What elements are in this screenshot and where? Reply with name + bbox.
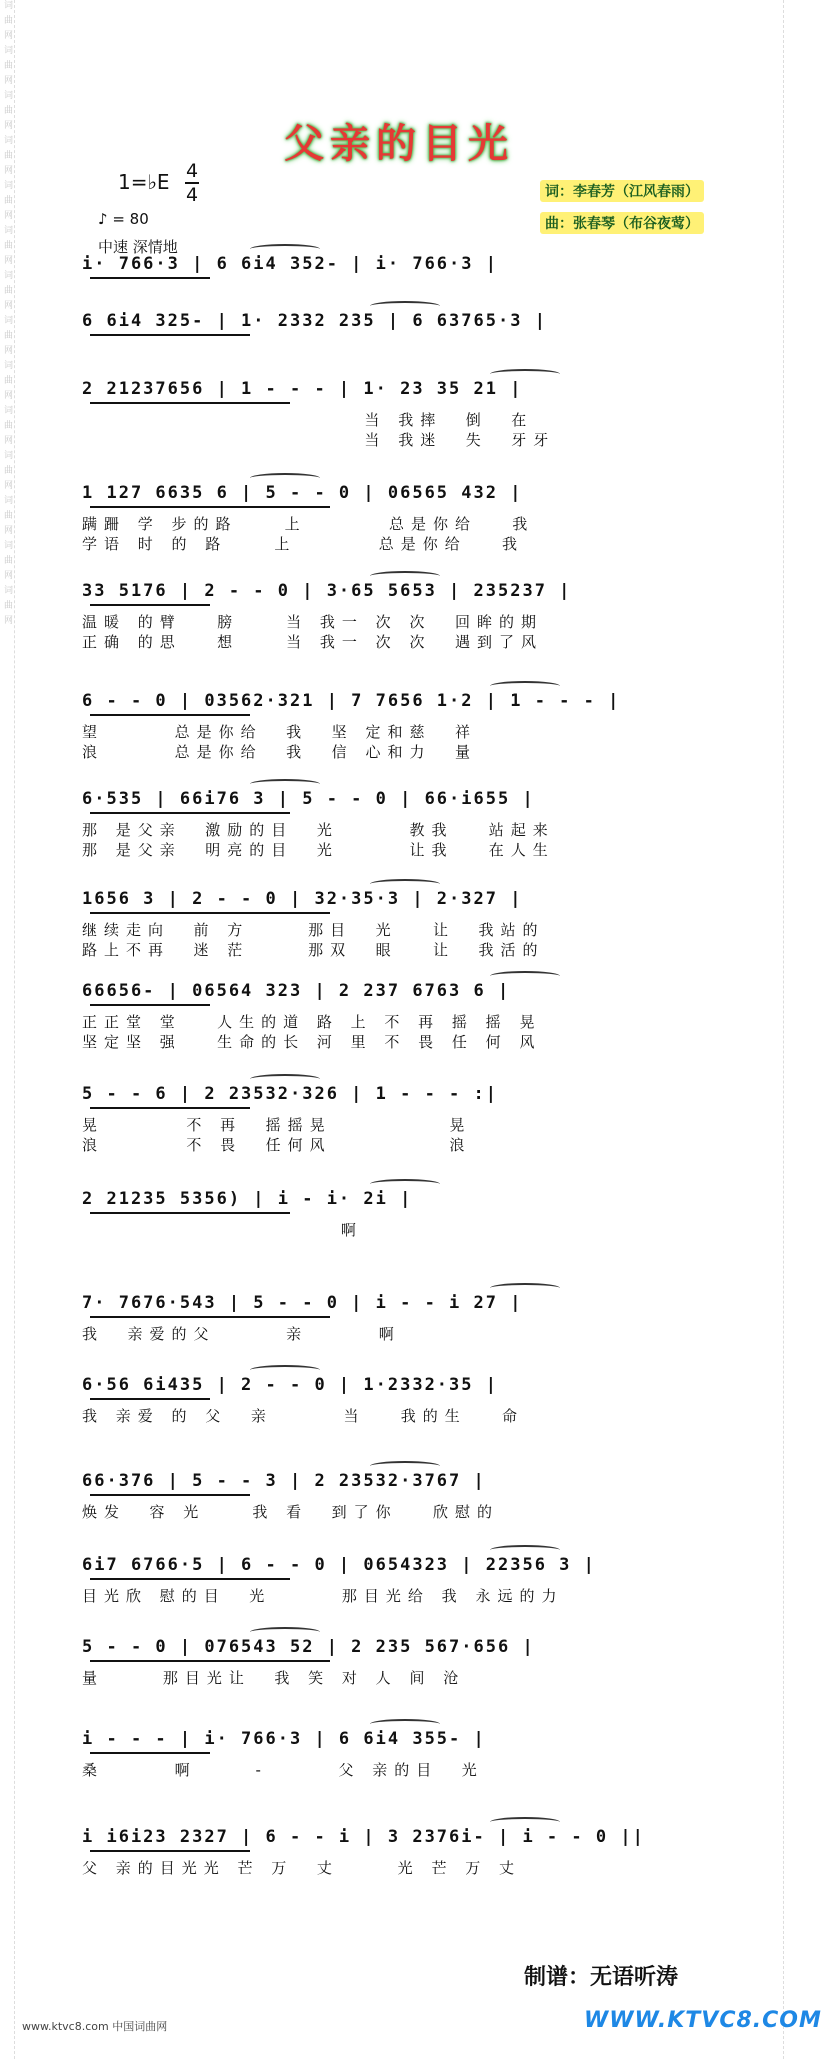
lyric-line: 那 是父亲 明亮的目 光 让我 在人生 (82, 841, 555, 859)
beam-underline (90, 1660, 330, 1662)
time-sig-top: 4 (185, 160, 199, 182)
slur-tie (370, 1179, 440, 1189)
lyric-line: 父 亲的目光光 芒 万 丈 光 芒 万 丈 (82, 1859, 521, 1877)
slur-tie (370, 1461, 440, 1471)
speed-mark: 中速 深情地 (98, 238, 178, 256)
lyric-line: 那 是父亲 激励的目 光 教我 站起来 (82, 821, 555, 839)
slur-tie (370, 879, 440, 889)
slur-tie (490, 1283, 560, 1293)
lyric-line: 我 亲爱 的 父 亲 当 我的生 命 (82, 1407, 525, 1425)
slur-tie (250, 1627, 320, 1637)
beam-underline (90, 277, 210, 279)
slur-tie (250, 779, 320, 789)
lyricist-credit: 词：李春芳（江风春雨） (540, 180, 704, 202)
beam-underline (90, 334, 250, 336)
beam-underline (90, 1578, 290, 1580)
notation-line: 2 21235 5356) | i - i· 2i | (82, 1189, 413, 1209)
slur-tie (490, 681, 560, 691)
notation-line: 6i7 6766·5 | 6 - - 0 | 0654323 | 22356 3 | (82, 1555, 596, 1575)
slur-tie (490, 1817, 560, 1827)
beam-underline (90, 1107, 250, 1109)
right-border-strip (783, 0, 798, 2059)
lyric-line: 正确 的思 想 当 我一 次 次 遇到了风 (82, 633, 543, 651)
notation-line: 66656- | 06564 323 | 2 237 6763 6 | (82, 981, 511, 1001)
slur-tie (370, 571, 440, 581)
slur-tie (490, 971, 560, 981)
slur-tie (250, 1365, 320, 1375)
lyric-line: 学语 时 的 路 上 总是你给 我 (82, 535, 525, 553)
notation-line: 6 6i4 325- | 1· 2332 235 | 6 63765·3 | (82, 311, 547, 331)
lyric-line: 啊 (82, 1221, 363, 1239)
beam-underline (90, 506, 330, 508)
beam-underline (90, 714, 250, 716)
lyric-line: 坚定坚 强 生命的长 河 里 不 畏 任 何 风 (82, 1033, 542, 1051)
lyric-line: 继续走向 前 方 那目 光 让 我站的 (82, 921, 545, 939)
site-url-left: www.ktvc8.com 中国词曲网 (22, 2020, 168, 2033)
beam-underline (90, 1850, 250, 1852)
lyric-line: 浪 总是你给 我 信 心和力 量 (82, 743, 477, 761)
notation-line: 66·376 | 5 - - 3 | 2 23532·3767 | (82, 1471, 486, 1491)
lyric-line: 晃 不 再 摇摇晃 晃 (82, 1116, 472, 1134)
beam-underline (90, 402, 290, 404)
notation-line: 1 127 6635 6 | 5 - - 0 | 06565 432 | (82, 483, 523, 503)
lyric-line: 正正堂 堂 人生的道 路 上 不 再 摇 摇 晃 (82, 1013, 542, 1031)
notation-line: i - - - | i· 766·3 | 6 6i4 355- | (82, 1729, 486, 1749)
notation-line: 5 - - 0 | 076543 52 | 2 235 567·656 | (82, 1637, 535, 1657)
notation-line: 6·56 6i435 | 2 - - 0 | 1·2332·35 | (82, 1375, 498, 1395)
notation-line: 6·535 | 66i76 3 | 5 - - 0 | 66·i655 | (82, 789, 535, 809)
composer-credit: 曲：张春琴（布谷夜莺） (540, 212, 704, 234)
lyric-line: 当 我摔 倒 在 (82, 411, 534, 429)
beam-underline (90, 812, 290, 814)
beam-underline (90, 1212, 290, 1214)
slur-tie (250, 1074, 320, 1084)
slur-tie (250, 473, 320, 483)
time-sig-bottom: 4 (185, 184, 199, 206)
beam-underline (90, 1398, 210, 1400)
lyric-line: 路上不再 迷 茫 那双 眼 让 我活的 (82, 941, 545, 959)
lyric-line: 蹒跚 学 步的路 上 总是你给 我 (82, 515, 535, 533)
slur-tie (490, 369, 560, 379)
slur-tie (370, 301, 440, 311)
key-signature: 1=♭E (118, 170, 170, 194)
beam-underline (90, 1316, 330, 1318)
beam-underline (90, 1752, 210, 1754)
notation-line: 1656 3 | 2 - - 0 | 32·35·3 | 2·327 | (82, 889, 523, 909)
lyric-line: 温暖 的臂 膀 当 我一 次 次 回眸的期 (82, 613, 543, 631)
tempo-mark: ♪ = 80 (98, 210, 149, 228)
time-signature (185, 160, 199, 206)
beam-underline (90, 1494, 250, 1496)
lyric-line: 望 总是你给 我 坚 定和慈 祥 (82, 723, 477, 741)
beam-underline (90, 1004, 210, 1006)
beam-underline (90, 912, 330, 914)
slur-tie (250, 244, 320, 254)
left-watermark-text: 词曲网词曲网词曲网词曲网词曲网词曲网词曲网词曲网词曲网词曲网词曲网词曲网词曲网词曲网 (2, 0, 12, 630)
lyric-line: 浪 不 畏 任何风 浪 (82, 1136, 472, 1154)
notation-line: 33 5176 | 2 - - 0 | 3·65 5653 | 235237 | (82, 581, 572, 601)
notation-line: 2 21237656 | 1 - - - | 1· 23 35 21 | (82, 379, 523, 399)
lyric-line: 目光欣 慰的目 光 那目光给 我 永远的力 (82, 1587, 564, 1605)
notation-line: 7· 7676·543 | 5 - - 0 | i - - i 27 | (82, 1293, 523, 1313)
notation-line: 5 - - 6 | 2 23532·326 | 1 - - - :| (82, 1084, 498, 1104)
lyric-line: 桑 啊 - 父 亲的目 光 (82, 1761, 484, 1779)
lyric-line: 当 我迷 失 牙牙 (82, 431, 556, 449)
slur-tie (490, 1545, 560, 1555)
notation-line: i· 766·3 | 6 6i4 352- | i· 766·3 | (82, 254, 498, 274)
site-url-right: WWW.KTVC8.COM (584, 2008, 822, 2033)
left-border-strip (0, 0, 15, 2059)
lyric-line: 量 那目光让 我 笑 对 人 间 沧 (82, 1669, 466, 1687)
notation-line: 6 - - 0 | 03562·321 | 7 7656 1·2 | 1 - - - | (82, 691, 621, 711)
notation-line: i i6i23 2327 | 6 - - i | 3 2376i- | i - - 0 || (82, 1827, 645, 1847)
slur-tie (370, 1719, 440, 1729)
beam-underline (90, 604, 210, 606)
song-title: 父亲的目光 (284, 120, 514, 167)
lyric-line: 焕发 容 光 我 看 到了你 欣慰的 (82, 1503, 499, 1521)
transcriber-credit: 制谱：无语听涛 (524, 1965, 679, 1990)
lyric-line: 我 亲爱的父 亲 啊 (82, 1325, 401, 1343)
